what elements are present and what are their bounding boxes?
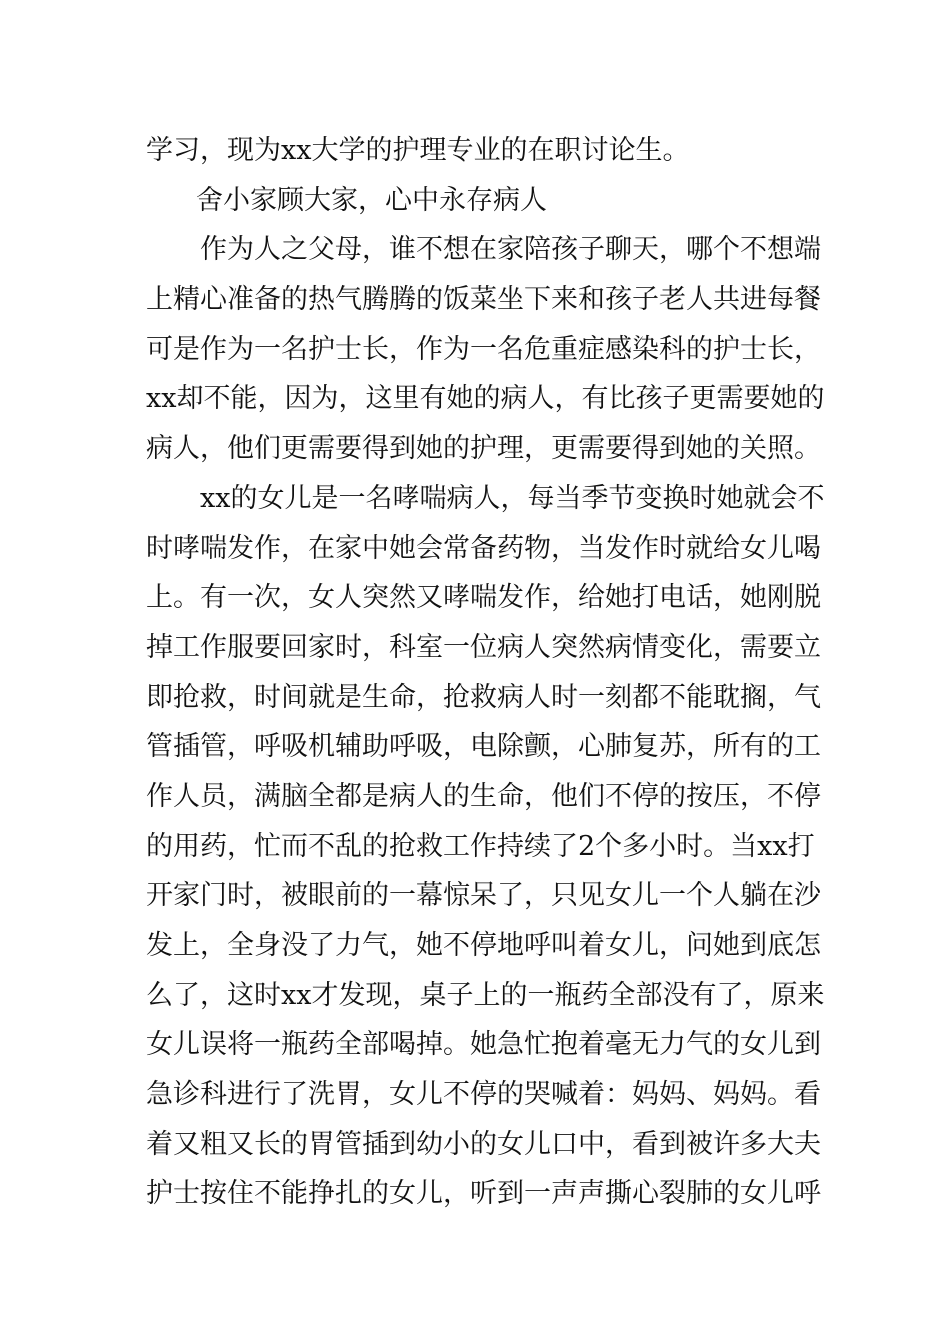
text-line: 发上，全身没了力气，她不停地呼叫着女儿，问她到底怎 [146,930,821,961]
text-line: 女儿误将一瓶药全部喝掉。她急忙抱着毫无力气的女儿到 [146,1029,821,1061]
text-line: 管插管，呼吸机辅助呼吸，电除颤，心肺复苏，所有的工 [146,731,821,763]
text-line: 学习，现为xx大学的护理专业的在职讨论生。 [146,135,690,166]
paragraph-first-line: xx的女儿是一名哮喘病人，每当季节变换时她就会不 [200,482,825,514]
text-line: 开家门时，被眼前的一幕惊呆了，只见女儿一个人躺在沙 [146,880,821,912]
text-line: 作人员，满脑全都是病人的生命，他们不停的按压，不停 [146,780,821,812]
text-line: 上精心准备的热气腾腾的饭菜坐下来和孩子老人共进每餐 [146,284,821,316]
text-line: 病人，他们更需要得到她的护理，更需要得到她的关照。 [146,433,821,465]
text-line: xx却不能，因为，这里有她的病人，有比孩子更需要她的 [146,383,825,415]
text-line: 上。有一次，女人突然又哮喘发作，给她打电话，她刚脱 [146,582,821,614]
text-line: 时哮喘发作，在家中她会常备药物，当发作时就给女儿喝 [146,532,821,564]
paragraph-first-line: 作为人之父母，谁不想在家陪孩子聊天，哪个不想端 [200,234,821,266]
text-line: 即抢救，时间就是生命，抢救病人时一刻都不能耽搁，气 [146,681,821,713]
section-heading: 舍小家顾大家，心中永存病人 [196,184,547,216]
text-line: 急诊科进行了洗胃，女儿不停的哭喊着：妈妈、妈妈。看 [146,1079,821,1111]
text-line: 掉工作服要回家时，科室一位病人突然病情变化，需要立 [146,631,821,663]
text-line: 的用药，忙而不乱的抢救工作持续了2个多小时。当xx打 [146,830,815,862]
text-line: 可是作为一名护士长，作为一名危重症感染科的护士长， [146,333,821,365]
text-line: 护士按住不能挣扎的女儿，听到一声声撕心裂肺的女儿呼 [146,1178,821,1210]
text-line: 着又粗又长的胃管插到幼小的女儿口中，看到被许多大夫 [146,1128,821,1160]
text-line: 么了，这时xx才发现，桌子上的一瓶药全部没有了，原来 [146,979,825,1011]
document-body [146,126,825,1219]
